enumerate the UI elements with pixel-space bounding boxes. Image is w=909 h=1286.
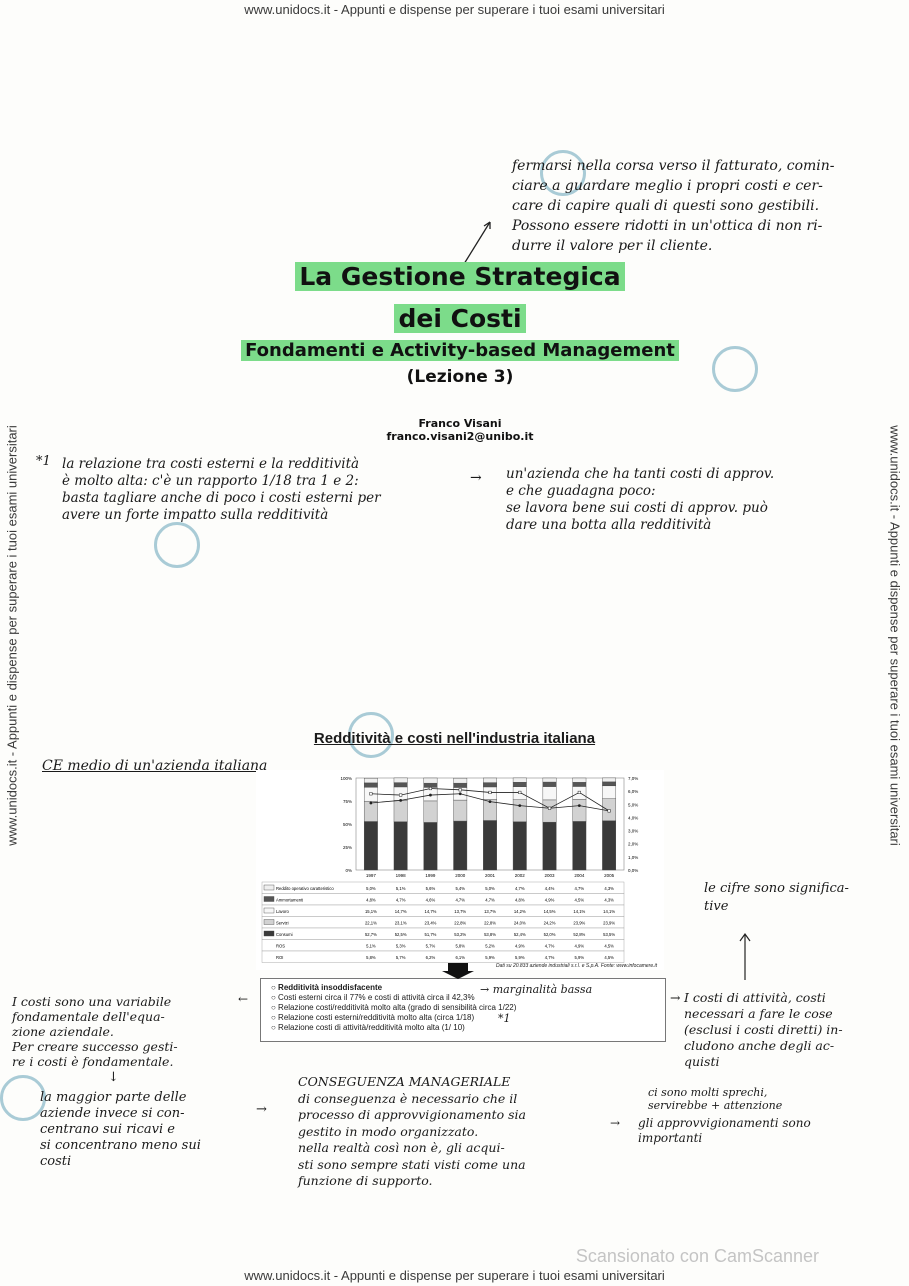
bar-segment bbox=[483, 783, 496, 787]
y-tick-label: 25% bbox=[342, 845, 352, 850]
table-cell: 5,0% bbox=[485, 886, 495, 891]
table-cell: 4,7% bbox=[485, 897, 495, 903]
table-row bbox=[262, 905, 624, 917]
table-row bbox=[262, 917, 624, 929]
bar-segment bbox=[513, 800, 526, 822]
bar-segment bbox=[364, 778, 377, 783]
subtitle: Fondamenti e Activity-based Management bbox=[150, 340, 770, 361]
table-row-label: ROI bbox=[276, 955, 284, 960]
arrow-right-icon: → bbox=[670, 990, 681, 1005]
table-cell: 4,7% bbox=[455, 897, 465, 903]
table-row bbox=[262, 951, 624, 963]
roi-point bbox=[429, 787, 432, 790]
ros-point bbox=[489, 800, 492, 803]
y-tick-label: 50% bbox=[342, 822, 352, 827]
table-cell: 4,5% bbox=[574, 897, 585, 903]
arrow-right-icon: → bbox=[470, 470, 482, 486]
note-line: nella realtà così non è, gli acqui- bbox=[298, 1140, 505, 1155]
table-cell: 4,9% bbox=[544, 897, 555, 903]
note-mark: *1 bbox=[36, 454, 51, 469]
table-cell: 5,2% bbox=[485, 943, 495, 949]
bar-segment bbox=[543, 800, 556, 822]
page-title-line2: dei Costi bbox=[150, 304, 770, 333]
note-line: aziende invece si con- bbox=[40, 1106, 185, 1121]
bar-segment bbox=[602, 786, 615, 799]
table-cell: 53,2% bbox=[454, 932, 467, 937]
author-name: Franco Visani bbox=[418, 417, 502, 430]
bar-segment bbox=[573, 778, 586, 782]
table-cell: 22,8% bbox=[454, 920, 467, 926]
bar-segment bbox=[364, 783, 377, 787]
table-row-label: Lavoro bbox=[276, 909, 289, 914]
x-tick-label: 2000 bbox=[455, 873, 466, 878]
y2-tick-label: 1,0% bbox=[628, 854, 639, 860]
table-cell: 52,0% bbox=[543, 932, 556, 937]
table-cell: 6,1% bbox=[455, 955, 465, 960]
table-cell: 5,7% bbox=[395, 955, 406, 960]
table-cell: 14,2% bbox=[513, 909, 526, 914]
table-cell: 4,3% bbox=[604, 897, 614, 903]
table-row bbox=[262, 928, 624, 940]
y2-tick-label: 5,0% bbox=[628, 802, 639, 808]
bar-segment bbox=[454, 778, 467, 783]
bar-segment bbox=[573, 782, 586, 786]
table-cell: 22,1% bbox=[364, 920, 377, 926]
table-cell: 52,7% bbox=[364, 932, 377, 937]
table-row-label: Ammortamenti bbox=[276, 897, 304, 903]
note-line: sti sono sempre stati visti come una bbox=[298, 1156, 526, 1172]
table-cell: 4,8% bbox=[515, 897, 525, 903]
bar-segment bbox=[364, 822, 377, 870]
table-cell: 23,9% bbox=[573, 920, 586, 926]
down-arrow-icon bbox=[438, 963, 478, 979]
note-line: avere un forte impatto sulla redditività bbox=[62, 507, 329, 523]
table-cell: 15,1% bbox=[364, 909, 377, 914]
note-line: gestito in modo organizzato. bbox=[298, 1123, 479, 1139]
table-cell: 14,7% bbox=[424, 909, 437, 914]
watermark-top: www.unidocs.it - Appunti e dispense per superare i tuoi esami universitari bbox=[244, 2, 665, 17]
bar-segment bbox=[543, 778, 556, 782]
roi-point bbox=[459, 789, 462, 792]
table-cell: 14,5% bbox=[543, 909, 556, 914]
arrow-icon bbox=[460, 218, 500, 268]
note-line: gli approvvigionamenti sono bbox=[638, 1116, 811, 1130]
table-cell: 24,2% bbox=[543, 920, 556, 926]
bar-segment bbox=[394, 783, 407, 787]
table-cell: 13,7% bbox=[484, 909, 496, 914]
table-cell: 23,9% bbox=[603, 920, 616, 926]
note-line: Possono essere ridotti in un'ottica di non ri- bbox=[512, 218, 823, 234]
table-cell: 53,5% bbox=[603, 932, 616, 937]
table-cell: 4,9% bbox=[515, 943, 525, 949]
note-line: quisti bbox=[684, 1054, 720, 1069]
table-cell: 4,7% bbox=[395, 897, 406, 903]
top-note bbox=[512, 156, 882, 256]
bar-segment bbox=[394, 800, 407, 821]
y2-tick-label: 0,0% bbox=[628, 868, 639, 873]
x-tick-label: 2004 bbox=[574, 873, 585, 878]
note-line: le cifre sono significa- bbox=[704, 881, 849, 896]
table-cell: 52,5% bbox=[394, 932, 407, 937]
bar-segment bbox=[483, 778, 496, 783]
chart-source: Dati su 20.833 aziende industriali s.r.l. e S.p.A. Fonte: www.infocamere.it bbox=[496, 963, 658, 969]
table-cell: 4,7% bbox=[515, 886, 525, 891]
note-line: cludono anche degli ac- bbox=[684, 1038, 835, 1053]
table-row-label: Reddito operativo caratteristico bbox=[276, 886, 334, 891]
table-cell: 5,1% bbox=[395, 886, 406, 891]
note-line: dare una botta alla redditività bbox=[506, 517, 712, 533]
note-line: un'azienda che ha tanti costi di approv. bbox=[506, 466, 775, 482]
bullet-item: ○ Relazione costi di attività/redditività molto alta (1/ 10) bbox=[271, 1023, 465, 1032]
bar-segment bbox=[543, 787, 556, 800]
cost-chart bbox=[256, 770, 664, 970]
table-cell: 4,4% bbox=[544, 886, 555, 891]
note-line: processo di approvvigionamento sia bbox=[298, 1107, 526, 1122]
table-cell: 14,1% bbox=[603, 909, 616, 914]
ros-point bbox=[399, 799, 402, 802]
note-line: care di capire quali di questi sono gestibili. bbox=[512, 198, 820, 214]
chart-title: Redditività e costi nell'industria italiana bbox=[313, 730, 596, 747]
roi-point bbox=[518, 791, 521, 794]
table-cell: 5,9% bbox=[485, 955, 495, 960]
bar-segment bbox=[424, 783, 437, 787]
ros-point bbox=[429, 794, 432, 797]
left-note-1 bbox=[12, 994, 252, 1069]
note-line: di conseguenza è necessario che il bbox=[298, 1090, 518, 1106]
bullet-item: ○ Redditività insoddisfacente bbox=[271, 983, 383, 992]
ros-point bbox=[578, 804, 581, 807]
chart-handwritten-label: CE medio di un'azienda italiana bbox=[42, 758, 268, 774]
note-line: la relazione tra costi esterni e la redditività bbox=[62, 456, 360, 472]
table-cell: 4,6% bbox=[425, 897, 436, 903]
middle-note bbox=[298, 1074, 598, 1190]
table-cell: 5,0% bbox=[366, 886, 376, 891]
bullet-item: ○ Costi esterni circa il 77% e costi di attività circa il 42,3% bbox=[271, 993, 475, 1002]
note-line: zione aziendale. bbox=[12, 1024, 114, 1039]
table-cell: 52,8% bbox=[573, 932, 586, 937]
table-cell: 22,8% bbox=[484, 920, 496, 926]
legend-swatch bbox=[264, 908, 274, 913]
note-line: necessari a fare le cose bbox=[684, 1006, 833, 1021]
bar-segment bbox=[483, 821, 496, 870]
legend-swatch bbox=[264, 931, 274, 936]
note-line: CONSEGUENZA MANAGERIALE bbox=[298, 1074, 511, 1089]
table-cell: 5,4% bbox=[455, 886, 465, 891]
page-title: La Gestione Strategica bbox=[150, 262, 770, 291]
bar-segment bbox=[394, 778, 407, 783]
note-line: re i costi è fondamentale. bbox=[12, 1054, 174, 1069]
roi-point bbox=[608, 810, 611, 813]
right-note-3 bbox=[638, 1116, 868, 1146]
y-tick-label: 75% bbox=[342, 799, 352, 804]
note-line: centrano sui ricavi e bbox=[40, 1122, 175, 1137]
x-tick-label: 2002 bbox=[514, 873, 525, 878]
x-tick-label: 1997 bbox=[365, 873, 376, 878]
table-row-label: ROS bbox=[276, 943, 286, 949]
bar-segment bbox=[454, 783, 467, 787]
x-tick-label: 2001 bbox=[484, 873, 496, 878]
y2-tick-label: 7,0% bbox=[628, 776, 639, 781]
roi-point bbox=[489, 791, 492, 794]
x-tick-label: 2003 bbox=[544, 873, 555, 878]
table-row-label: Servizi bbox=[276, 920, 289, 926]
table-cell: 5,3% bbox=[395, 943, 406, 949]
roi-point bbox=[548, 807, 551, 810]
bar-segment bbox=[602, 778, 615, 782]
table-cell: 5,9% bbox=[515, 955, 525, 960]
table-row bbox=[262, 894, 624, 906]
bar-segment bbox=[454, 821, 467, 870]
legend-swatch bbox=[264, 885, 274, 890]
bar-segment bbox=[513, 778, 526, 782]
note-line: è molto alta: c'è un rapporto 1/18 tra 1 e 2: bbox=[62, 473, 359, 489]
note-line: basta tagliare anche di poco i costi esterni per bbox=[62, 490, 381, 506]
note-right bbox=[506, 466, 856, 534]
table-cell: 4,7% bbox=[544, 955, 555, 960]
bar-segment bbox=[394, 822, 407, 870]
note-line: I costi sono una variabile bbox=[12, 994, 172, 1009]
bar-segment bbox=[424, 822, 437, 870]
annotation-mark: *1 bbox=[498, 1012, 511, 1025]
note-line: funzione di supporto. bbox=[298, 1173, 433, 1188]
lesson-label: (Lezione 3) bbox=[406, 367, 514, 387]
bar-segment bbox=[543, 822, 556, 870]
note-line: (esclusi i costi diretti) in- bbox=[684, 1022, 843, 1037]
ros-point bbox=[459, 792, 462, 795]
bullet-item: ○ Relazione costi/redditività molto alta (grado di sensibilità circa 1/22) bbox=[271, 1003, 517, 1012]
note-line: la maggior parte delle bbox=[40, 1090, 187, 1105]
table-cell: 5,7% bbox=[425, 943, 436, 949]
table-cell: 5,6% bbox=[425, 886, 436, 891]
note-line: e che guadagna poco: bbox=[506, 483, 656, 499]
table-cell: 14,1% bbox=[573, 909, 586, 914]
bar-segment bbox=[513, 782, 526, 786]
table-cell: 4,5% bbox=[604, 943, 614, 949]
table-cell: 53,8% bbox=[484, 932, 496, 937]
note-line: Per creare successo gesti- bbox=[12, 1039, 178, 1054]
bar-segment bbox=[513, 822, 526, 870]
table-cell: 4,8% bbox=[366, 897, 376, 903]
note-line: costi bbox=[40, 1154, 72, 1169]
right-note-1 bbox=[684, 990, 884, 1070]
bar-segment bbox=[573, 799, 586, 821]
bar-segment bbox=[424, 801, 437, 823]
table-cell: 23,1% bbox=[394, 920, 407, 926]
ros-point bbox=[369, 802, 372, 805]
table-row bbox=[262, 940, 624, 952]
table-cell: 4,7% bbox=[574, 886, 585, 891]
down-arrow-icon: ↓ bbox=[108, 1070, 119, 1085]
bar-segment bbox=[602, 821, 615, 870]
roi-point bbox=[578, 791, 581, 794]
note-line: servirebbe + attenzione bbox=[648, 1099, 783, 1112]
roi-point bbox=[399, 794, 402, 797]
ros-point bbox=[518, 804, 521, 807]
note-line: ciare a guardare meglio i propri costi e cer- bbox=[512, 178, 823, 194]
right-note-2 bbox=[648, 1086, 848, 1112]
watermark-left: www.unidocs.it - Appunti e dispense per superare i tuoi esami universitari bbox=[4, 425, 20, 846]
unidocs-logo-icon bbox=[154, 522, 200, 568]
scanner-label: Scansionato con CamScanner bbox=[575, 1246, 819, 1266]
watermark-bottom: www.unidocs.it - Appunti e dispense per superare i tuoi esami universitari bbox=[244, 1268, 665, 1283]
legend-swatch bbox=[264, 920, 274, 925]
annotation-marginality: → marginalità bassa bbox=[480, 983, 593, 996]
y2-tick-label: 3,0% bbox=[628, 828, 639, 834]
roi-point bbox=[370, 792, 373, 795]
note-line: importanti bbox=[638, 1131, 703, 1145]
table-cell: 14,7% bbox=[394, 909, 407, 914]
note-line: se lavora bene sui costi di approv. può bbox=[506, 500, 768, 516]
note-line: durre il valore per il cliente. bbox=[512, 238, 713, 254]
bar-segment bbox=[454, 800, 467, 821]
arrow-right-icon: → bbox=[610, 1116, 621, 1130]
arrow-left-icon: ← bbox=[238, 992, 249, 1006]
y2-tick-label: 4,0% bbox=[628, 815, 639, 821]
note-line: si concentrano meno sui bbox=[40, 1138, 201, 1153]
y2-tick-label: 2,0% bbox=[628, 841, 639, 847]
legend-swatch bbox=[264, 897, 274, 902]
table-cell: 4,9% bbox=[574, 943, 585, 949]
author-email: franco.visani2@unibo.it bbox=[386, 430, 534, 443]
y2-tick-label: 6,0% bbox=[628, 789, 639, 795]
left-note-2 bbox=[40, 1090, 250, 1170]
y-tick-label: 0% bbox=[345, 868, 352, 873]
note-line: tive bbox=[704, 899, 729, 914]
y-tick-label: 100% bbox=[340, 776, 352, 781]
note-line: fermarsi nella corsa verso il fatturato, comin- bbox=[512, 158, 835, 174]
note-line: I costi di attività, costi bbox=[684, 990, 826, 1005]
note-left bbox=[62, 456, 472, 524]
table-cell: 24,0% bbox=[513, 920, 526, 926]
table-cell: 5,8% bbox=[366, 955, 376, 960]
bar-segment bbox=[424, 778, 437, 783]
note-line: ci sono molti sprechi, bbox=[648, 1086, 768, 1099]
table-cell: 4,7% bbox=[544, 943, 555, 949]
bar-segment bbox=[602, 782, 615, 786]
table-cell: 5,9% bbox=[574, 955, 585, 960]
x-tick-label: 1999 bbox=[425, 873, 436, 878]
bar-segment bbox=[573, 821, 586, 870]
x-tick-label: 1998 bbox=[395, 873, 406, 878]
table-cell: 4,5% bbox=[604, 955, 614, 960]
table-cell: 51,7% bbox=[424, 932, 437, 937]
arrow-right-icon: → bbox=[256, 1102, 267, 1117]
bullet-item: ○ Relazione costi esterni/redditività molto alta (circa 1/18) bbox=[271, 1013, 475, 1022]
table-cell: 23,4% bbox=[424, 920, 437, 926]
table-row-label: Consumi bbox=[276, 932, 293, 937]
table-cell: 13,7% bbox=[454, 909, 467, 914]
table-cell: 5,8% bbox=[455, 943, 465, 949]
watermark-right: www.unidocs.it - Appunti e dispense per superare i tuoi esami universitari bbox=[887, 425, 903, 846]
table-cell: 4,3% bbox=[604, 886, 614, 891]
bar-segment bbox=[543, 782, 556, 787]
table-cell: 6,2% bbox=[425, 955, 436, 960]
up-arrow-icon bbox=[737, 932, 753, 982]
table-cell: 5,1% bbox=[366, 943, 376, 949]
x-tick-label: 2005 bbox=[604, 873, 615, 878]
right-top-note bbox=[704, 880, 884, 916]
table-cell: 52,4% bbox=[513, 932, 526, 937]
note-line: fondamentale dell'equa- bbox=[12, 1009, 165, 1024]
summary-box bbox=[260, 978, 666, 1042]
